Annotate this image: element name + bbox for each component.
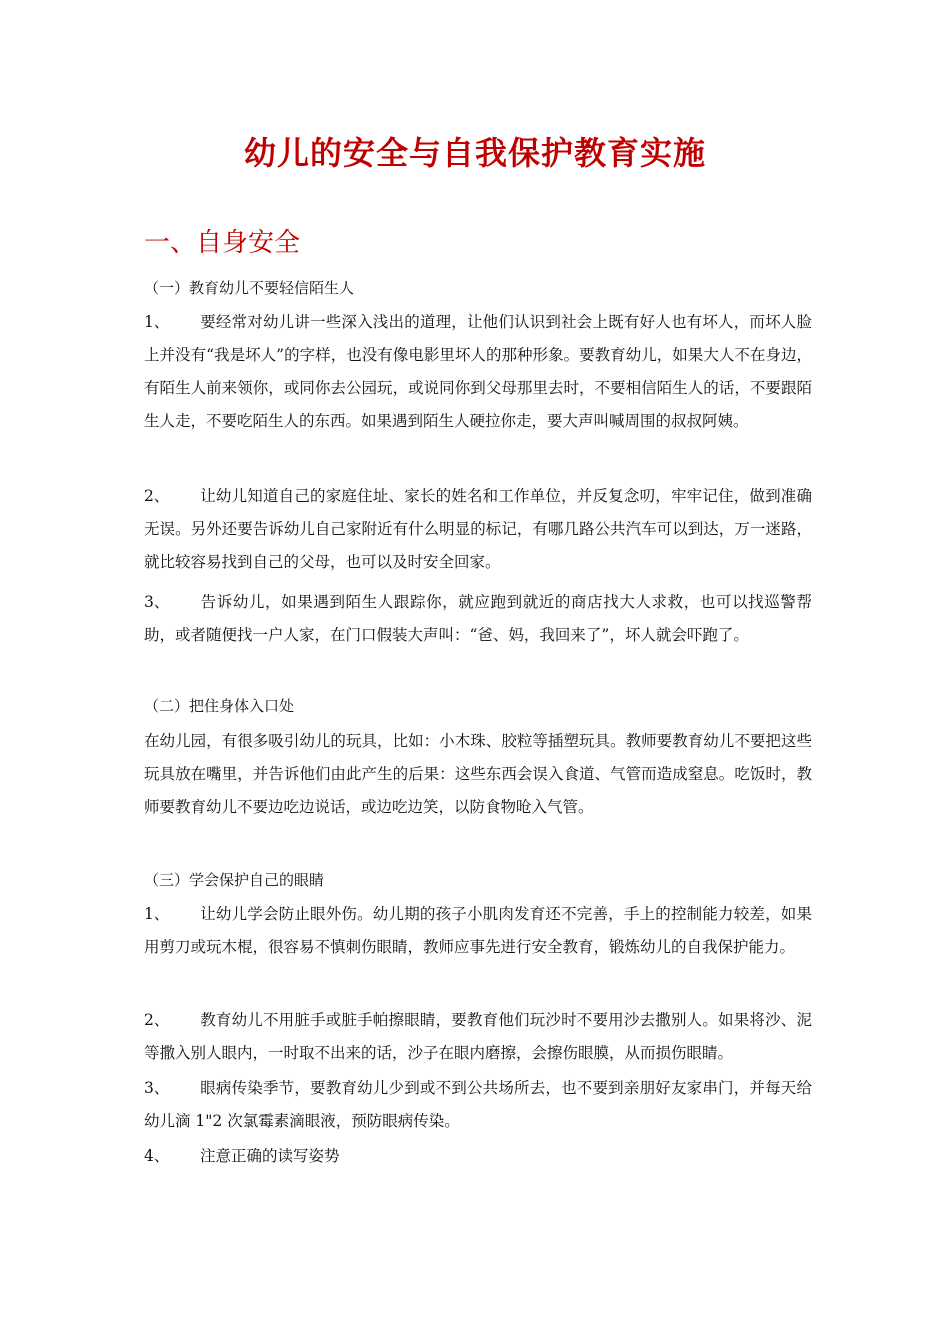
item-text: 眼病传染季节，要教育幼儿少到或不到公共场所去，也不要到亲朋好友家串门，并每天给幼儿滴 1"2 次氯霉素滴眼液，预防眼病传染。 [144,1079,812,1130]
list-item [144,1140,812,1173]
list-item [144,1072,812,1138]
section-heading-self-safety: 一、自身安全 [144,228,301,258]
item-number: 4、 [144,1147,170,1165]
item-number: 1、 [144,905,170,923]
list-item [144,898,812,964]
item-number: 3、 [144,1079,170,1097]
item-number: 1、 [144,313,170,331]
list-item [144,586,812,652]
item-text: 要经常对幼儿讲一些深入浅出的道理，让他们认识到社会上既有好人也有坏人，而坏人脸上并没有“我是坏人”的字样，也没有像电影里坏人的那种形象。要教育幼儿，如果大人不在身边，有陌生人前来领你，或同你去公园玩，或说同你到父母那里去时，不要相信陌生人的话，不要跟陌生人走，不要吃陌生人的东西。如果遇到陌生人硬拉你走，要大声叫喊周围的叔叔阿姨。 [144,313,812,430]
item-text: 让幼儿学会防止眼外伤。幼儿期的孩子小肌肉发育还不完善，手上的控制能力较差，如果用剪刀或玩木棍，很容易不慎刺伤眼睛，教师应事先进行安全教育，锻炼幼儿的自我保护能力。 [144,905,812,956]
list-item [144,306,812,438]
document-title: 幼儿的安全与自我保护教育实施 [243,134,706,172]
paragraph: 在幼儿园，有很多吸引幼儿的玩具，比如：小木珠、胶粒等插塑玩具。教师要教育幼儿不要把这些玩具放在嘴里，并告诉他们由此产生的后果：这些东西会误入食道、气管而造成窒息。吃饭时，教师要教育幼儿不要边吃边说话，或边吃边笑，以防食物呛入气管。 [144,732,812,816]
list-item [144,480,812,579]
item-text: 教育幼儿不用脏手或脏手帕擦眼睛，要教育他们玩沙时不要用沙去撒别人。如果将沙、泥等撒入别人眼内，一时取不出来的话，沙子在眼内磨擦，会擦伤眼膜，从而损伤眼睛。 [144,1011,812,1062]
item-number: 2、 [144,1011,170,1029]
item-text: 注意正确的读写姿势 [200,1147,340,1165]
subsection-heading-body-entrance: （二）把住身体入口处 [144,697,295,715]
subsection-heading-strangers: （一）教育幼儿不要轻信陌生人 [144,279,355,297]
item-text: 让幼儿知道自己的家庭住址、家长的姓名和工作单位，并反复念叨，牢牢记住，做到准确无误。另外还要告诉幼儿自己家附近有什么明显的标记，有哪几路公共汽车可以到达，万一迷路，就比较容易找到自己的父母，也可以及时安全回家。 [144,487,812,571]
item-number: 3、 [144,593,170,611]
item-number: 2、 [144,487,170,505]
subsection-heading-eyes: （三）学会保护自己的眼睛 [144,871,325,889]
list-item [144,1004,812,1070]
item-text: 告诉幼儿，如果遇到陌生人跟踪你，就应跑到就近的商店找大人求救，也可以找巡警帮助，或者随便找一户人家，在门口假装大声叫：“爸、妈，我回来了”，坏人就会吓跑了。 [144,593,812,644]
